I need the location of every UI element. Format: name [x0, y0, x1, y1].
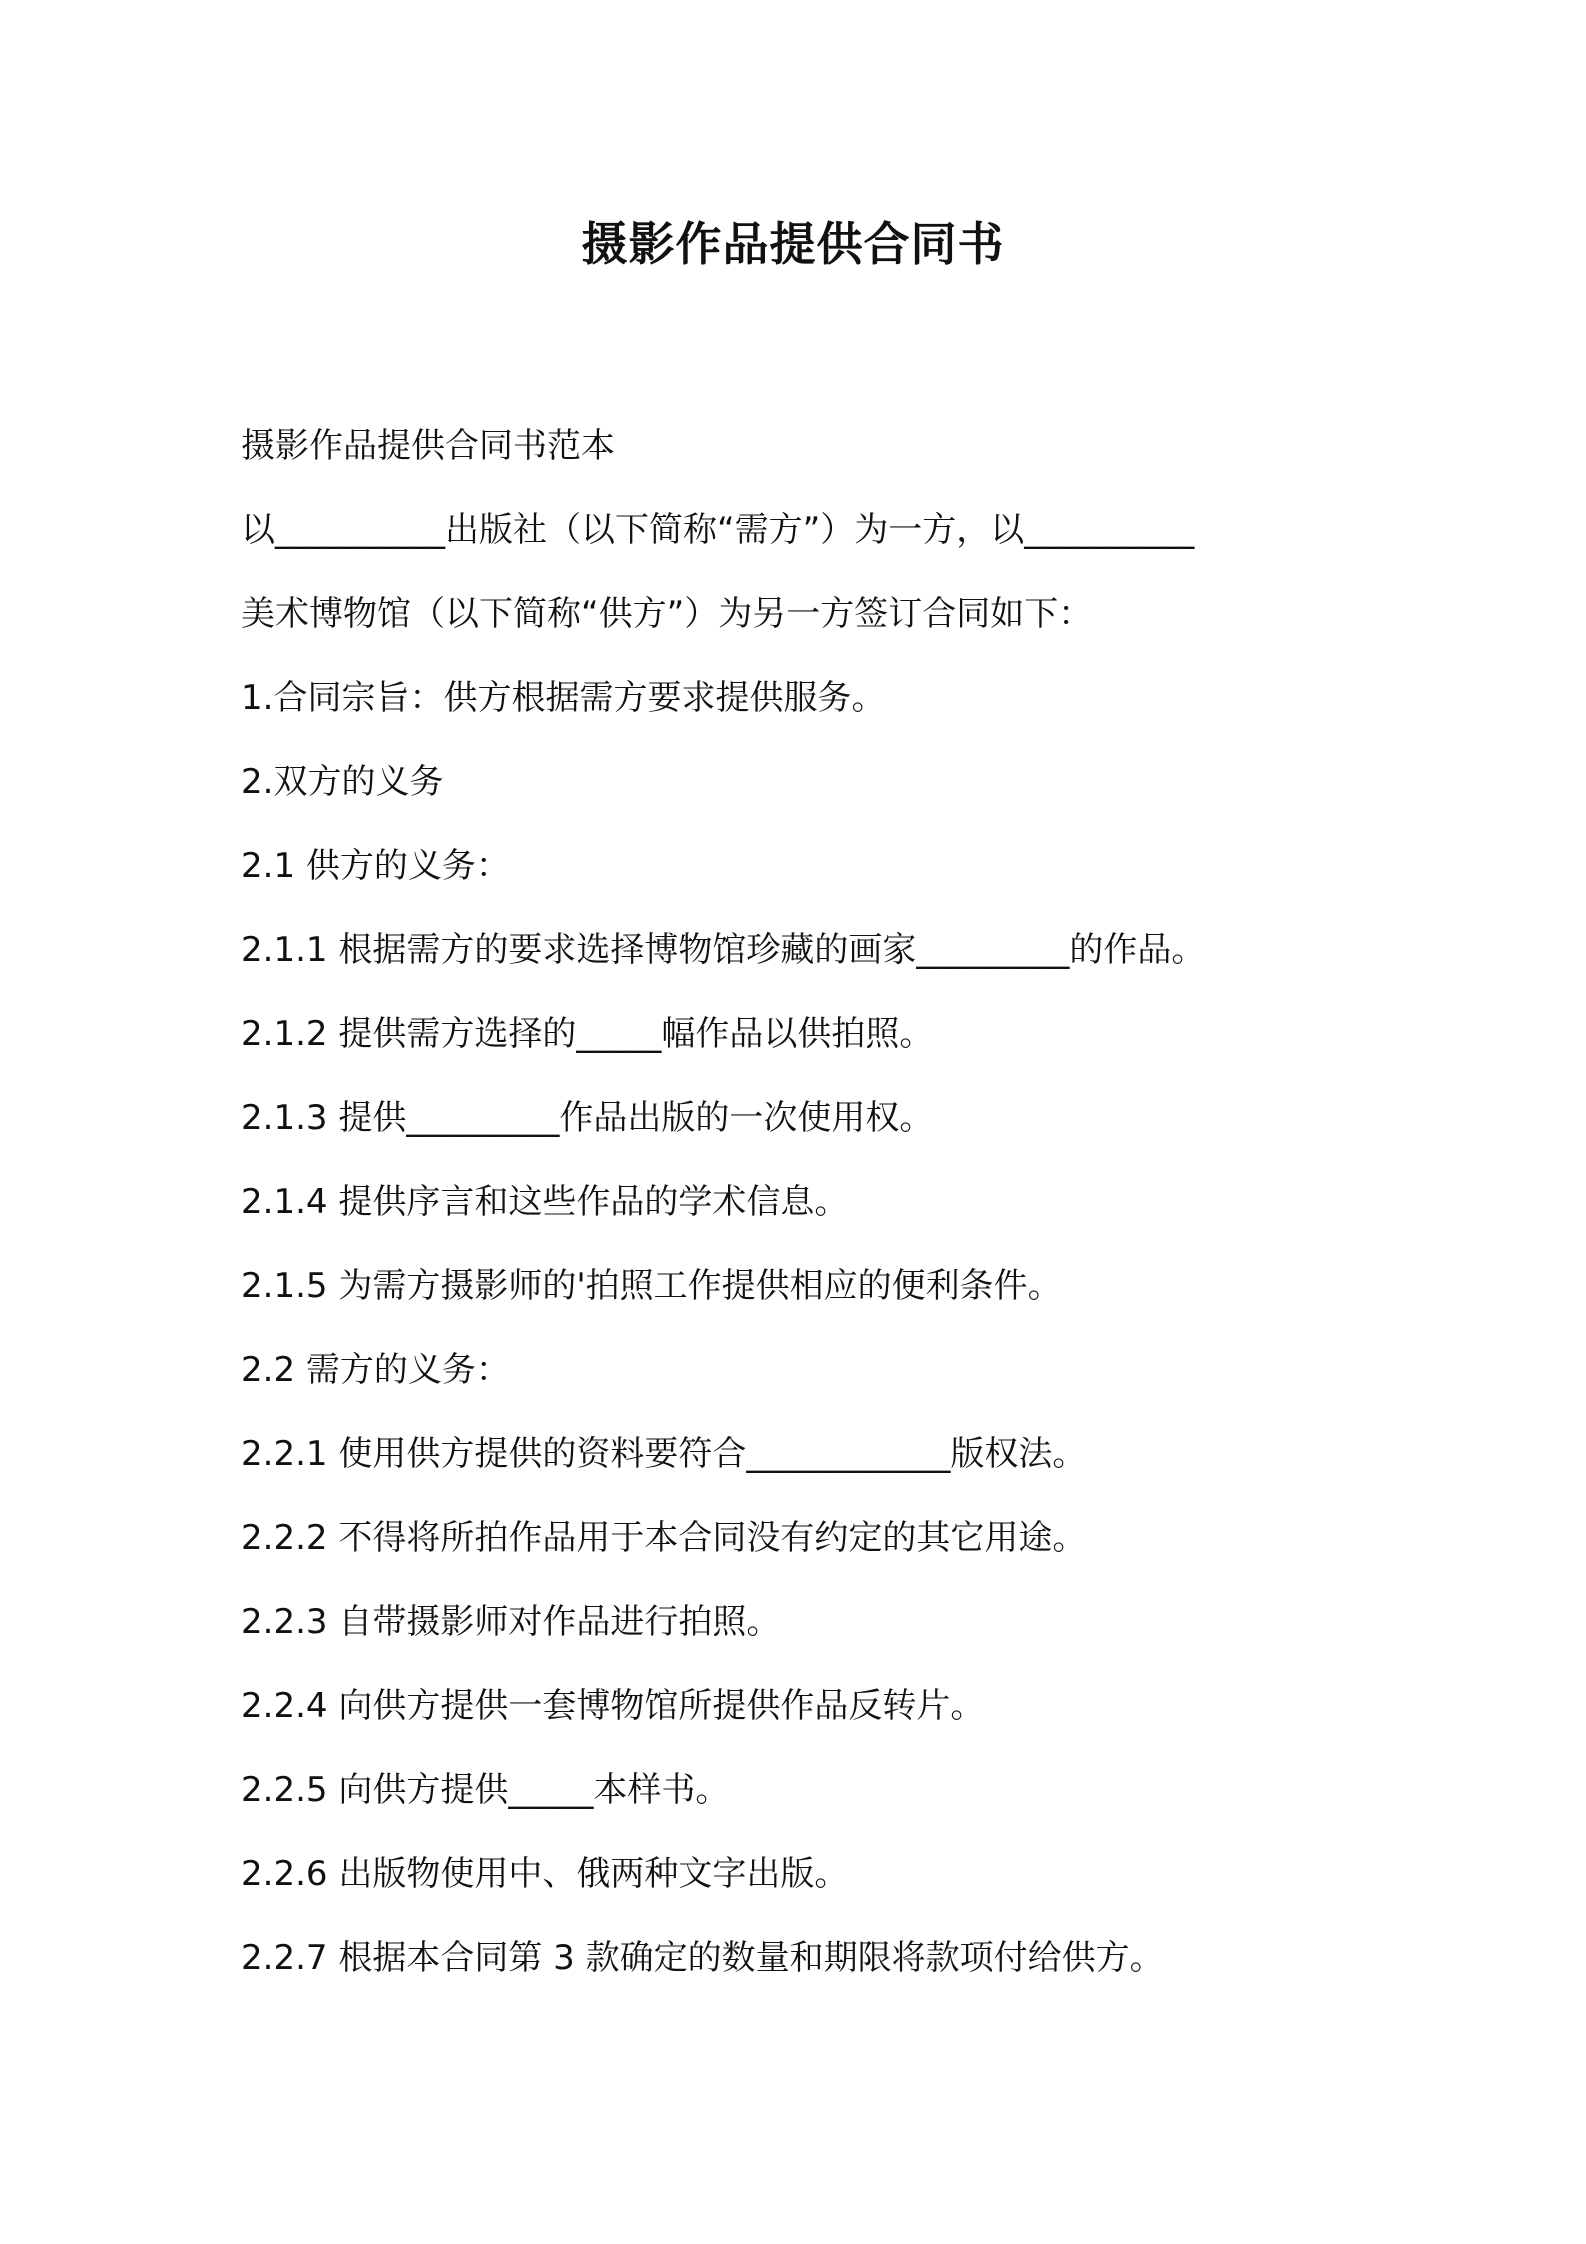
clause-2-1-3: 2.1.3 提供_________作品出版的一次使用权。	[241, 1098, 934, 1138]
clause-2-2-1: 2.2.1 使用供方提供的资料要符合____________版权法。	[241, 1434, 1087, 1474]
clause-2-2-2: 2.2.2 不得将所拍作品用于本合同没有约定的其它用途。	[241, 1518, 1087, 1558]
clause-2-1-2: 2.1.2 提供需方选择的_____幅作品以供拍照。	[241, 1014, 934, 1054]
document-title: 摄影作品提供合同书	[581, 217, 1005, 271]
clause-2-1-1: 2.1.1 根据需方的要求选择博物馆珍藏的画家_________的作品。	[241, 930, 1206, 970]
parties-line-1: 以__________出版社（以下简称“需方”）为一方，以__________	[241, 510, 1195, 550]
subtitle-line: 摄影作品提供合同书范本	[241, 426, 615, 466]
clause-2: 2.双方的义务	[241, 762, 444, 802]
clause-2-1: 2.1 供方的义务：	[241, 846, 510, 886]
clause-2-2-3: 2.2.3 自带摄影师对作品进行拍照。	[241, 1602, 781, 1642]
clause-2-1-5: 2.1.5 为需方摄影师的'拍照工作提供相应的便利条件。	[241, 1266, 1062, 1306]
clause-2-2-7: 2.2.7 根据本合同第 3 款确定的数量和期限将款项付给供方。	[241, 1938, 1164, 1978]
clause-1: 1.合同宗旨：供方根据需方要求提供服务。	[241, 678, 886, 718]
clause-2-1-4: 2.1.4 提供序言和这些作品的学术信息。	[241, 1182, 849, 1222]
clause-2-2: 2.2 需方的义务：	[241, 1350, 510, 1390]
document-body	[241, 404, 1401, 2000]
clause-2-2-6: 2.2.6 出版物使用中、俄两种文字出版。	[241, 1854, 849, 1894]
parties-line-2: 美术博物馆（以下简称“供方”）为另一方签订合同如下：	[241, 594, 1093, 634]
clause-2-2-5: 2.2.5 向供方提供_____本样书。	[241, 1770, 730, 1810]
clause-2-2-4: 2.2.4 向供方提供一套博物馆所提供作品反转片。	[241, 1686, 985, 1726]
